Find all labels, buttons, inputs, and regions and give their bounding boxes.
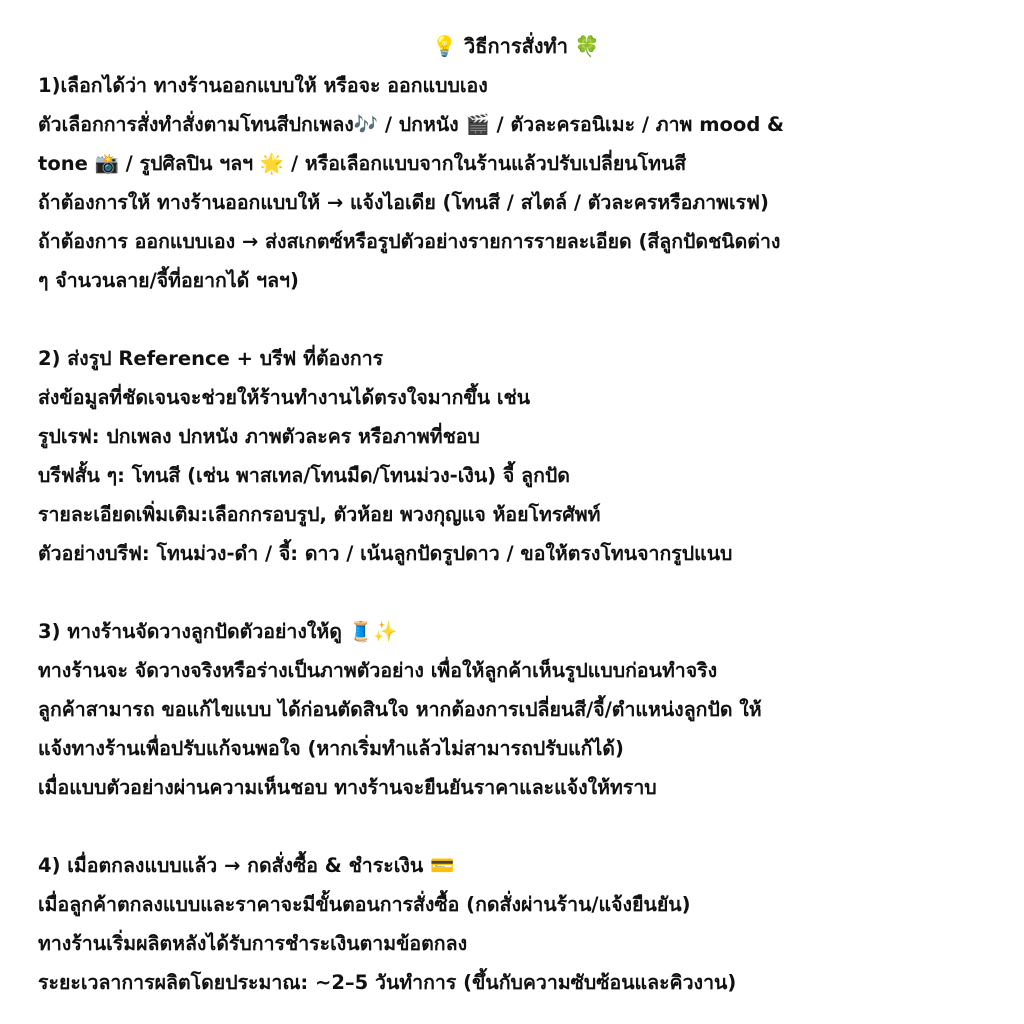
step-1-line: ถ้าต้องการ ออกแบบเอง → ส่งสเกตซ์หรือรูปตัวอย่างรายการรายละเอียด (สีลูกปัดชนิดต่าง [38, 230, 781, 253]
step-1-section [38, 66, 994, 300]
step-3-line: แจ้งทางร้านเพื่อปรับแก้จนพอใจ (หากเริ่มทำแล้วไม่สามารถปรับแก้ได้) [38, 737, 624, 760]
step-4-line: ระยะเวลาการผลิตโดยประมาณ: ~2–5 วันทำการ (ขึ้นกับความซับซ้อนและคิวงาน) [38, 971, 737, 994]
step-3-heading: 3) ทางร้านจัดวางลูกปัดตัวอย่างให้ดู 🧵✨ [38, 620, 398, 643]
step-4-section [38, 846, 994, 1002]
step-4-line: ทางร้านเริ่มผลิตหลังได้รับการชำระเงินตามข้อตกลง [38, 932, 468, 955]
step-2-section [38, 339, 994, 573]
section-spacer [38, 300, 994, 339]
step-3-section [38, 612, 994, 807]
step-4-line: เมื่อลูกค้าตกลงแบบและราคาจะมีขั้นตอนการสั่งซื้อ (กดสั่งผ่านร้าน/แจ้งยืนยัน) [38, 893, 691, 916]
step-3-line: เมื่อแบบตัวอย่างผ่านความเห็นชอบ ทางร้านจะยืนยันราคาและแจ้งให้ทราบ [38, 776, 657, 799]
step-2-line: ส่งข้อมูลที่ชัดเจนจะช่วยให้ร้านทำงานได้ตรงใจมากขึ้น เช่น [38, 386, 531, 409]
document-title [38, 26, 994, 66]
step-1-line: tone 📸 / รูปศิลปิน ฯลฯ 🌟 / หรือเลือกแบบจากในร้านแล้วปรับเปลี่ยนโทนสี [38, 152, 687, 175]
step-2-line: บรีฟสั้น ๆ: โทนสี (เช่น พาสเทล/โทนมืด/โทนม่วง-เงิน) จี้ ลูกปัด [38, 464, 570, 487]
document-title-text: วิธีการสั่งทำ [464, 34, 568, 58]
step-2-line: รายละเอียดเพิ่มเติม:เลือกกรอบรูป, ตัวห้อย พวงกุญแจ ห้อยโทรศัพท์ [38, 503, 601, 526]
step-2-line: ตัวอย่างบรีฟ: โทนม่วง-ดำ / จี้: ดาว / เน้นลูกปัดรูปดาว / ขอให้ตรงโทนจากรูปแนบ [38, 542, 733, 565]
step-1-line: ตัวเลือกการสั่งทำสั่งตามโทนสีปกเพลง🎶 / ปกหนัง 🎬 / ตัวละครอนิเมะ / ภาพ mood & [38, 113, 785, 136]
step-2-line: รูปเรฟ: ปกเพลง ปกหนัง ภาพตัวละคร หรือภาพที่ชอบ [38, 425, 480, 448]
step-1-line: ถ้าต้องการให้ ทางร้านออกแบบให้ → แจ้งไอเดีย (โทนสี / สไตล์ / ตัวละครหรือภาพเรฟ) [38, 191, 769, 214]
step-1-line: ๆ จำนวนลาย/จี้ที่อยากได้ ฯลฯ) [38, 269, 299, 292]
section-spacer [38, 573, 994, 612]
section-spacer [38, 807, 994, 846]
step-1-heading: 1)เลือกได้ว่า ทางร้านออกแบบให้ หรือจะ ออกแบบเอง [38, 74, 488, 97]
step-3-line: ทางร้านจะ จัดวางจริงหรือร่างเป็นภาพตัวอย่าง เพื่อให้ลูกค้าเห็นรูปแบบก่อนทำจริง [38, 659, 718, 682]
step-3-line: ลูกค้าสามารถ ขอแก้ไขแบบ ได้ก่อนตัดสินใจ หากต้องการเปลี่ยนสี/จี้/ตำแหน่งลูกปัด ให้ [38, 698, 762, 721]
lightbulb-icon: 💡 [432, 34, 458, 58]
clover-icon: 🍀 [574, 34, 600, 58]
step-2-heading: 2) ส่งรูป Reference + บรีฟ ที่ต้องการ [38, 347, 384, 370]
step-4-heading: 4) เมื่อตกลงแบบแล้ว → กดสั่งซื้อ & ชำระเงิน 💳 [38, 854, 455, 877]
